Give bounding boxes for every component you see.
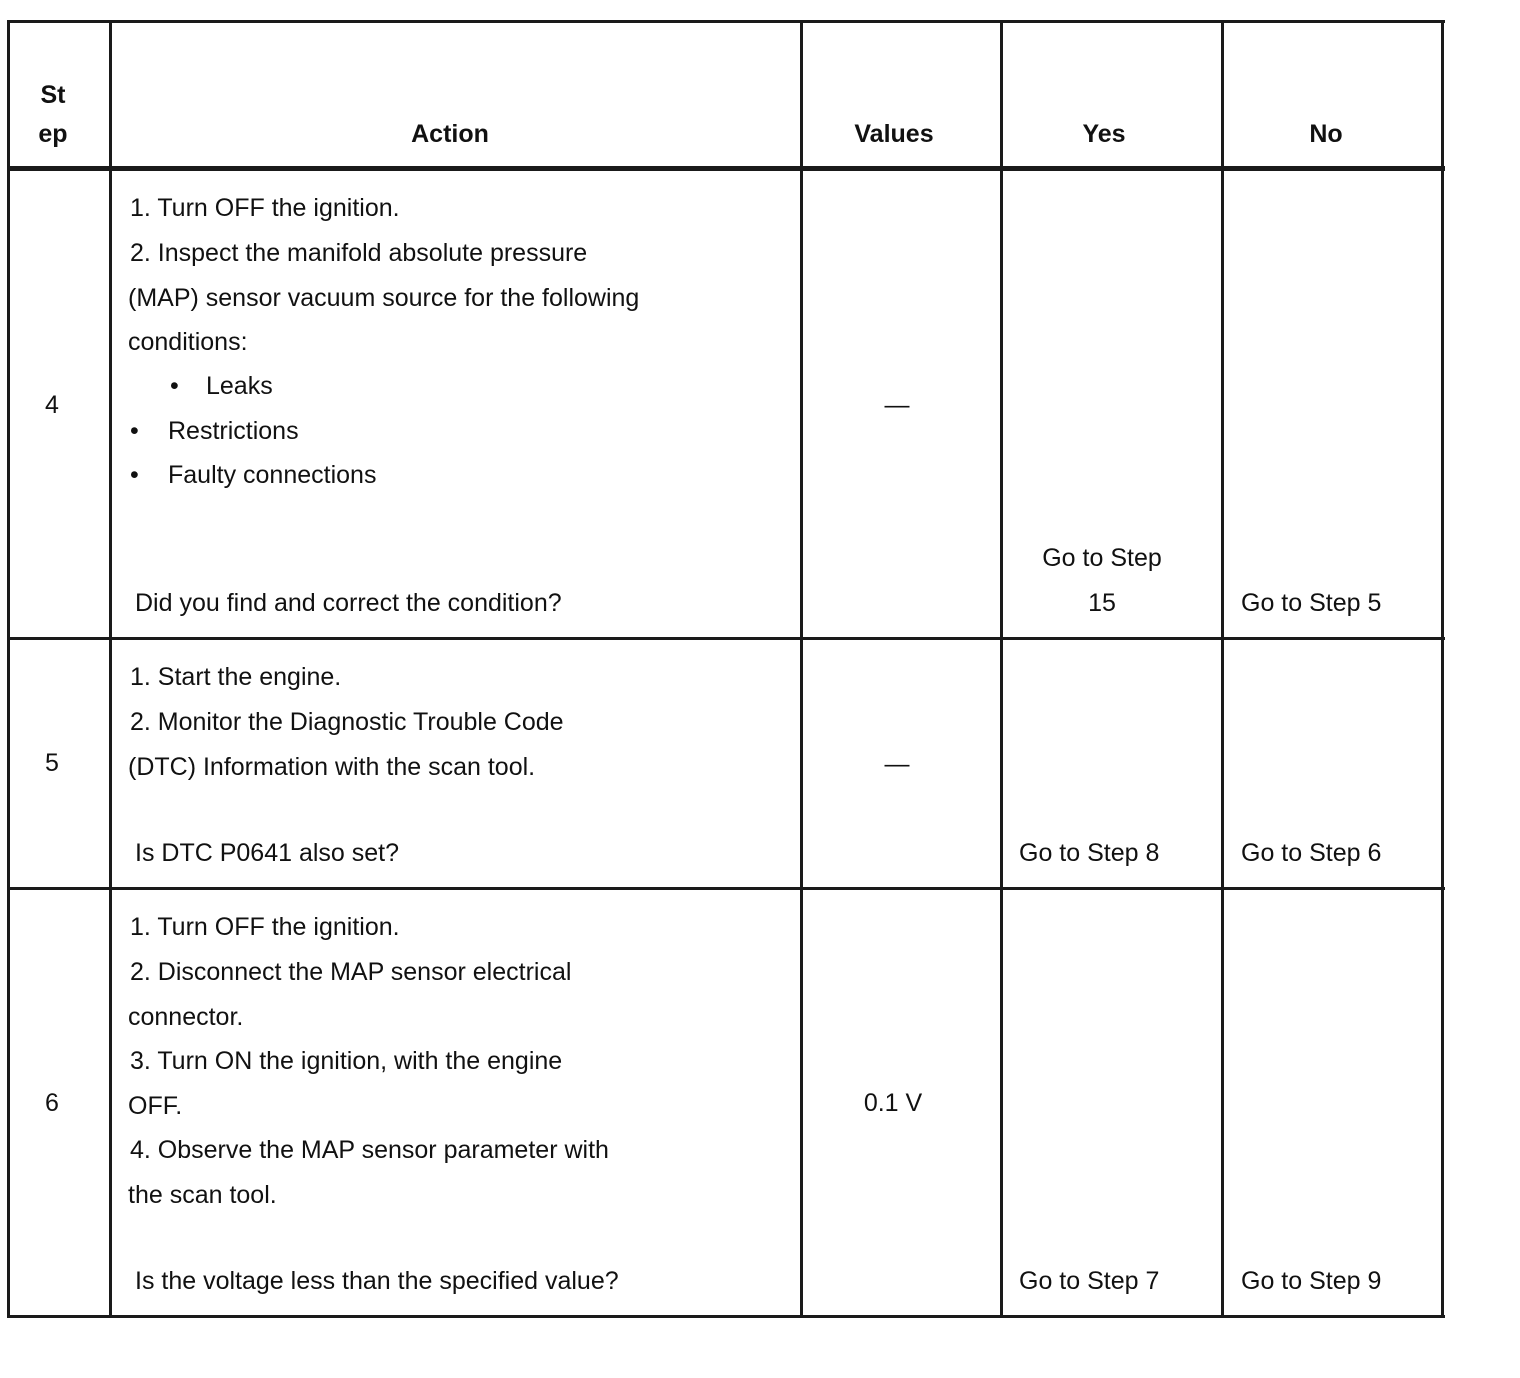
bullet: •	[130, 417, 139, 445]
step-number: 6	[45, 1089, 59, 1117]
action-line: 1. Turn OFF the ignition.	[130, 913, 400, 941]
header-divider	[8, 166, 1445, 171]
action-line: 3. Turn ON the ignition, with the engine	[130, 1047, 563, 1075]
step-number: 5	[45, 749, 59, 777]
header-values: Values	[854, 120, 934, 148]
table-border-bottom	[8, 1315, 1445, 1318]
action-line: the scan tool.	[128, 1181, 277, 1209]
action-line: Faulty connections	[168, 461, 377, 489]
action-question: Is the voltage less than the specified value?	[135, 1267, 619, 1295]
action-line: (DTC) Information with the scan tool.	[128, 753, 536, 781]
header-no: No	[1309, 120, 1343, 148]
header-step: ep	[38, 120, 68, 148]
column-divider	[1221, 20, 1224, 1318]
value-cell: —	[884, 391, 910, 419]
yes-cell: Go to Step 7	[1019, 1267, 1160, 1295]
table-border-right	[1441, 20, 1444, 1318]
action-line: 4. Observe the MAP sensor parameter with	[130, 1136, 609, 1164]
header-action: Action	[411, 120, 489, 148]
value-cell: —	[884, 750, 910, 778]
yes-cell: Go to Step	[1042, 544, 1162, 572]
no-cell: Go to Step 6	[1241, 839, 1382, 867]
yes-cell: Go to Step 8	[1019, 839, 1160, 867]
column-divider	[800, 20, 803, 1318]
action-line: connector.	[128, 1003, 244, 1031]
value-cell: 0.1 V	[863, 1089, 923, 1117]
column-divider	[109, 20, 112, 1318]
table-border-top	[8, 20, 1445, 23]
row-divider	[8, 887, 1445, 890]
action-line: 1. Start the engine.	[130, 663, 342, 691]
bullet: •	[170, 372, 179, 400]
bullet: •	[130, 461, 139, 489]
column-divider	[1000, 20, 1003, 1318]
yes-cell: 15	[1088, 589, 1116, 617]
action-line: 2. Monitor the Diagnostic Trouble Code	[130, 708, 564, 736]
action-line: 2. Disconnect the MAP sensor electrical	[130, 958, 572, 986]
action-line: 2. Inspect the manifold absolute pressure	[130, 239, 588, 267]
action-line: Restrictions	[168, 417, 299, 445]
no-cell: Go to Step 9	[1241, 1267, 1382, 1295]
action-line: conditions:	[128, 328, 248, 356]
action-line: Leaks	[206, 372, 273, 400]
step-number: 4	[45, 391, 59, 419]
header-yes: Yes	[1082, 120, 1126, 148]
action-question: Did you find and correct the condition?	[135, 589, 562, 617]
table-border-left	[7, 20, 10, 1318]
action-line: OFF.	[128, 1092, 183, 1120]
header-step: St	[40, 81, 66, 109]
action-question: Is DTC P0641 also set?	[135, 839, 400, 867]
row-divider	[8, 637, 1445, 640]
action-line: (MAP) sensor vacuum source for the following	[128, 284, 640, 312]
no-cell: Go to Step 5	[1241, 589, 1382, 617]
action-line: 1. Turn OFF the ignition.	[130, 194, 400, 222]
